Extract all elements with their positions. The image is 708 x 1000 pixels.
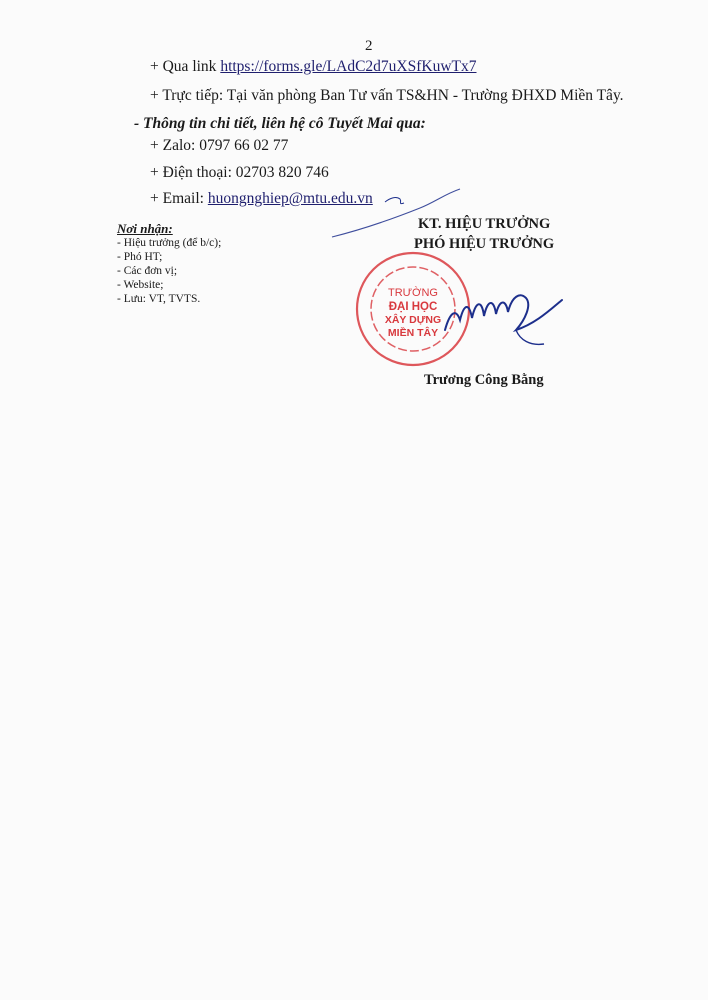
seal-line-2: ĐẠI HỌC	[388, 301, 438, 313]
recipients-title: Nơi nhận:	[117, 221, 173, 236]
email-link[interactable]: huongnghiep@mtu.edu.vn	[207, 190, 373, 207]
form-link[interactable]: https://forms.gle/LAdC2d7uXSfKuwTx7	[220, 58, 477, 75]
signature-subtitle: PHÓ HIỆU TRƯỞNG	[414, 236, 555, 252]
handwritten-signature	[330, 180, 565, 370]
direct-line: + Trực tiếp: Tại văn phòng Ban Tư vấn TS&HN - Trường ĐHXD Miền Tây.	[150, 87, 624, 104]
recipient-item: - Lưu: VT, TVTS.	[117, 293, 201, 305]
seal-line-3: XÂY DỰNG	[384, 314, 442, 326]
email-prefix: + Email:	[150, 190, 208, 207]
signature-title: KT. HIỆU TRƯỞNG	[418, 216, 551, 232]
recipient-item: - Website;	[117, 279, 164, 291]
details-heading: - Thông tin chi tiết, liên hệ cô Tuyết Mai qua:	[134, 115, 426, 132]
seal-line-4: MIỀN TÂY	[387, 327, 439, 339]
recipient-item: - Các đơn vị;	[117, 265, 178, 277]
seal-line-1: TRƯỜNG	[388, 287, 438, 299]
recipient-item: - Phó HT;	[117, 251, 163, 263]
phone-line: + Điện thoại: 02703 820 746	[150, 164, 329, 181]
link-line	[150, 58, 477, 76]
recipient-item: - Hiệu trưởng (để b/c);	[117, 237, 222, 249]
page-number: 2	[365, 38, 373, 54]
signer-name: Trương Công Bằng	[424, 372, 544, 388]
link-prefix: + Qua link	[150, 58, 221, 75]
zalo-line: + Zalo: 0797 66 02 77	[150, 137, 289, 154]
